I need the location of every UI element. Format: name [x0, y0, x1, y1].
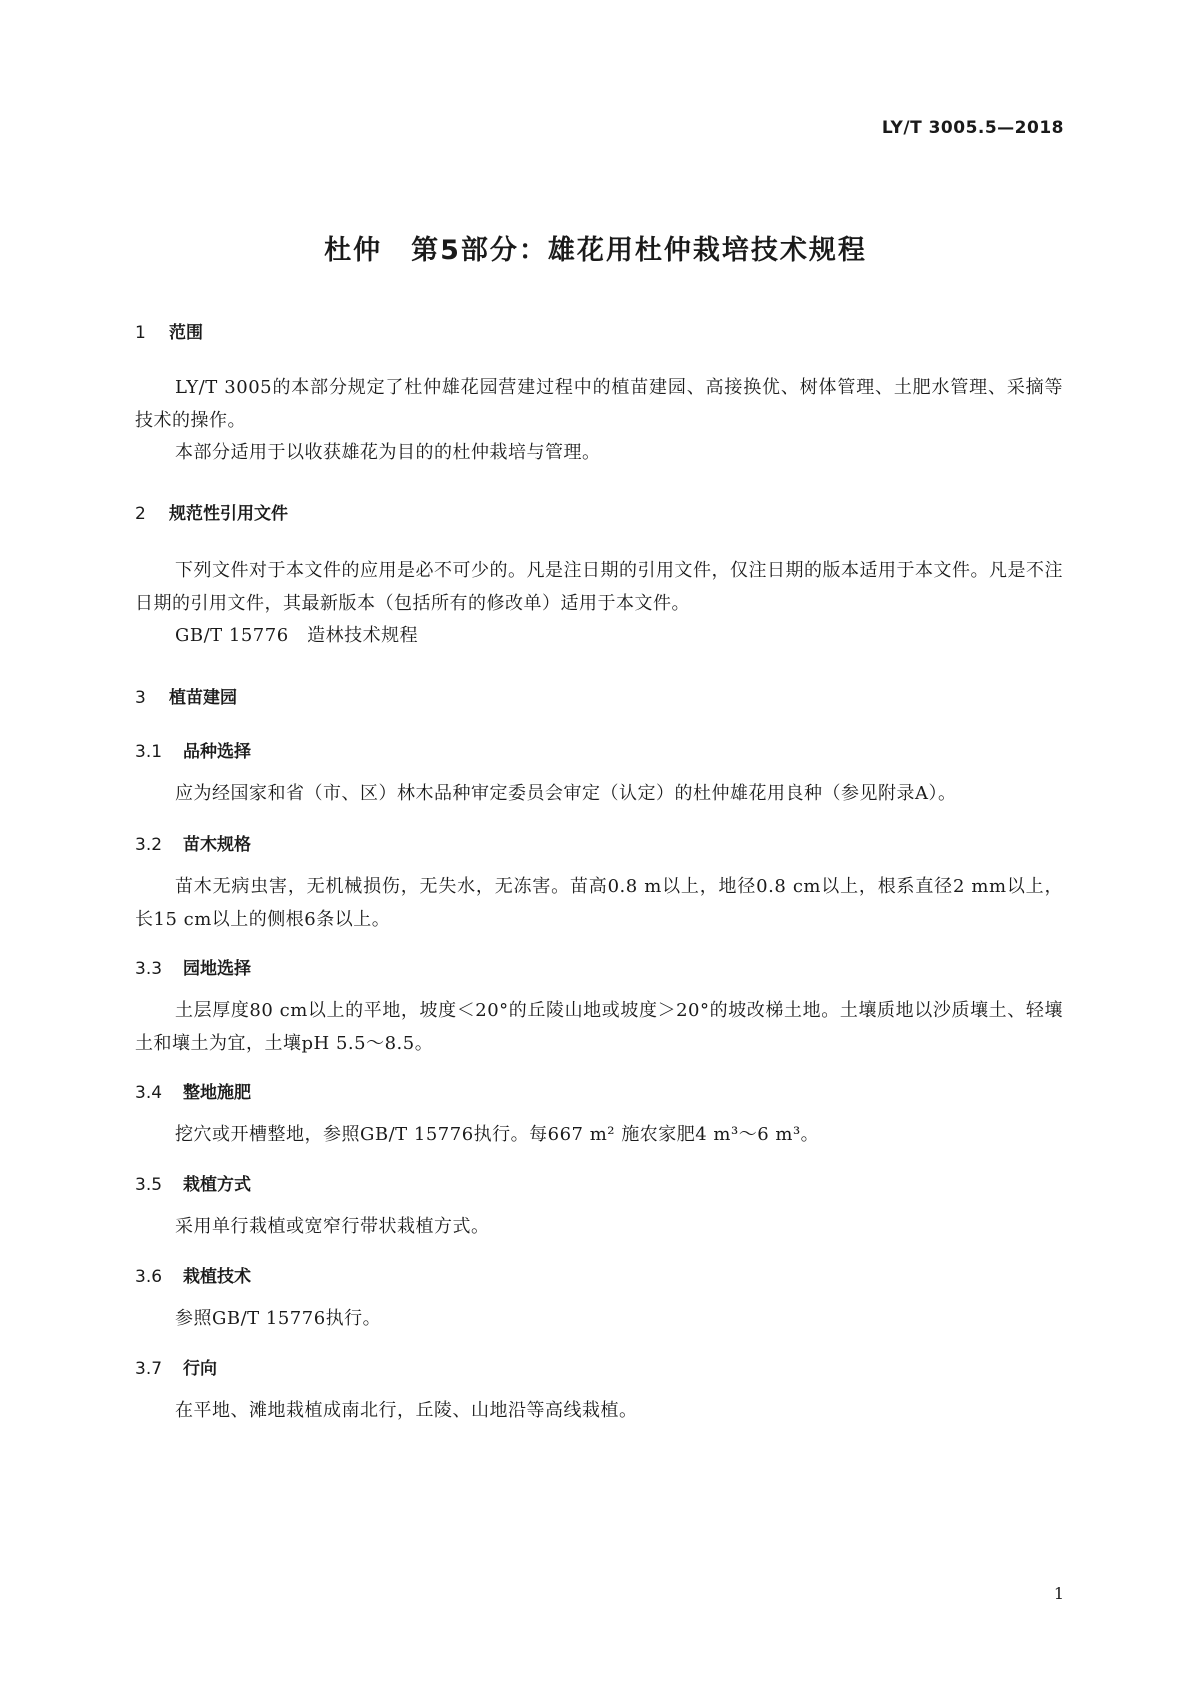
subsection-number: 3.1: [135, 742, 163, 762]
subsection-3-1-heading: [135, 737, 251, 762]
subsection-title: 园地选择: [183, 959, 251, 979]
section-2-heading: [135, 499, 288, 524]
section-2-paragraph-1: 下列文件对于本文件的应用是必不可少的。凡是注日期的引用文件，仅注日期的版本适用于本文件。凡是不注日期的引用文件，其最新版本（包括所有的修改单）适用于本文件。: [135, 560, 1063, 614]
subsection-title: 苗木规格: [183, 835, 251, 855]
subsection-title: 行向: [183, 1359, 217, 1379]
subsection-3-5-text: 采用单行栽植或宽窄行带状栽植方式。: [175, 1216, 490, 1237]
subsection-3-6-heading: [135, 1262, 251, 1287]
subsection-3-4-heading: [135, 1078, 251, 1103]
subsection-3-2-heading: [135, 830, 251, 855]
subsection-3-1-text: 应为经国家和省（市、区）林木品种审定委员会审定（认定）的杜仲雄花用良种（参见附录A）。: [175, 783, 957, 804]
subsection-3-2-text: 苗木无病虫害，无机械损伤，无失水，无冻害。苗高0.8 m以上，地径0.8 cm以上，根系直径2 mm以上，长15 cm以上的侧根6条以上。: [135, 876, 1063, 930]
section-1-paragraph-2: 本部分适用于以收获雄花为目的的杜仲栽培与管理。: [175, 442, 601, 463]
section-title: 植苗建园: [169, 688, 237, 708]
subsection-3-3-heading: [135, 954, 251, 979]
subsection-title: 整地施肥: [183, 1083, 251, 1103]
subsection-3-3-text: 土层厚度80 cm以上的平地，坡度＜20°的丘陵山地或坡度＞20°的坡改梯土地。土壤质地以沙质壤土、轻壤土和壤土为宜，土壤pH 5.5～8.5。: [135, 1000, 1063, 1054]
section-1-paragraph-1: LY/T 3005的本部分规定了杜仲雄花园营建过程中的植苗建园、高接换优、树体管理、土肥水管理、采摘等技术的操作。: [135, 377, 1063, 431]
normative-reference-item: GB/T 15776 造林技术规程: [175, 625, 419, 646]
subsection-3-7-heading: [135, 1354, 217, 1379]
section-title: 规范性引用文件: [169, 504, 288, 524]
section-1-heading: [135, 318, 203, 343]
subsection-title: 品种选择: [183, 742, 251, 762]
section-number: 1: [135, 323, 146, 343]
subsection-title: 栽植技术: [183, 1267, 251, 1287]
document-title: 杜仲 第5部分：雄花用杜仲栽培技术规程: [324, 235, 867, 266]
section-3-heading: [135, 683, 237, 708]
subsection-number: 3.7: [135, 1359, 163, 1379]
section-title: 范围: [169, 323, 203, 343]
subsection-number: 3.2: [135, 835, 163, 855]
subsection-3-6-text: 参照GB/T 15776执行。: [175, 1308, 382, 1329]
subsection-number: 3.5: [135, 1175, 163, 1195]
subsection-3-5-heading: [135, 1170, 251, 1195]
page-number: 1: [1053, 1584, 1064, 1603]
subsection-3-7-text: 在平地、滩地栽植成南北行，丘陵、山地沿等高线栽植。: [175, 1400, 638, 1421]
subsection-title: 栽植方式: [183, 1175, 251, 1195]
standard-code: LY/T 3005.5—2018: [881, 118, 1064, 138]
section-number: 3: [135, 688, 146, 708]
section-number: 2: [135, 504, 146, 524]
subsection-number: 3.4: [135, 1083, 163, 1103]
subsection-3-4-text: 挖穴或开槽整地，参照GB/T 15776执行。每667 m² 施农家肥4 m³～6 m³。: [175, 1124, 820, 1145]
subsection-number: 3.3: [135, 959, 163, 979]
subsection-number: 3.6: [135, 1267, 163, 1287]
